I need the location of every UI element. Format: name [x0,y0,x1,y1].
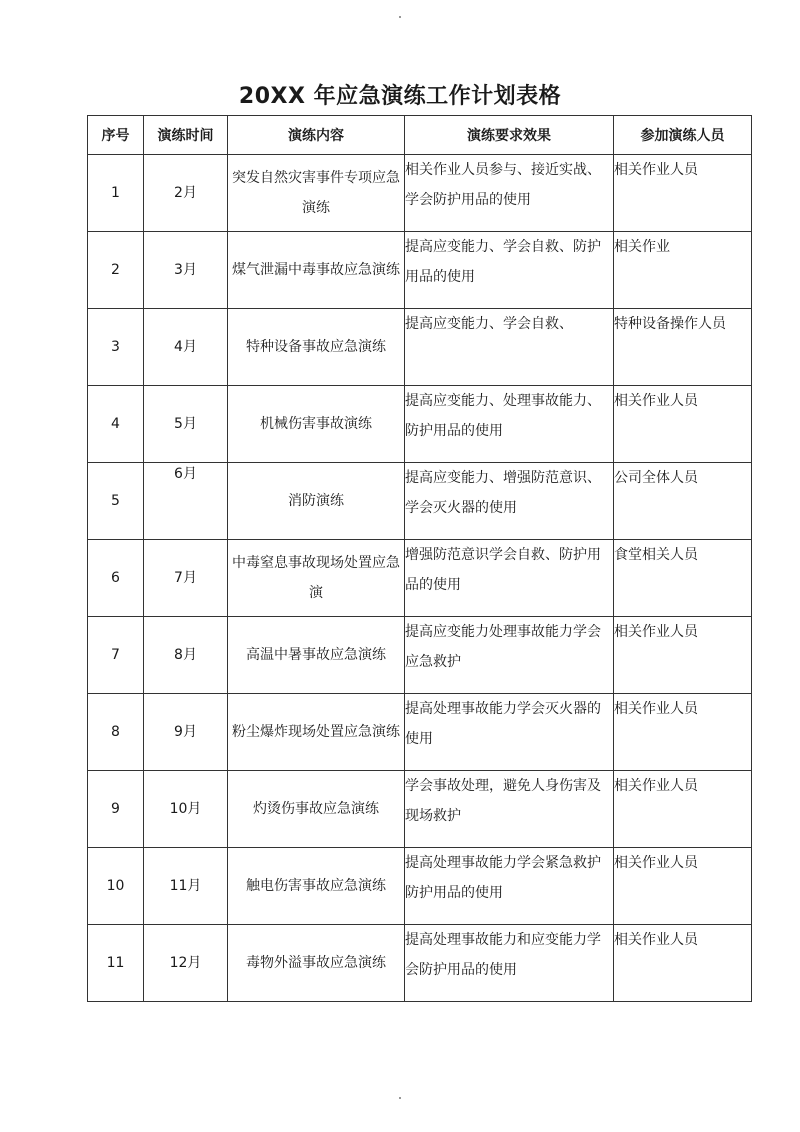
cell-content: 毒物外溢事故应急演练 [228,925,405,1002]
table-row [88,771,752,848]
cell-participants: 相关作业人员 [614,771,752,848]
cell-content: 煤气泄漏中毒事故应急演练 [228,232,405,309]
cell-content: 消防演练 [228,463,405,540]
table-row [88,540,752,617]
cell-requirement: 提高应变能力、学会自救、防护用品的使用 [405,232,614,309]
cell-time: 7月 [144,540,228,617]
header-no: 序号 [88,116,144,155]
cell-content: 机械伤害事故演练 [228,386,405,463]
table-header-row [88,116,752,155]
cell-requirement: 提高应变能力、增强防范意识、学会灭火器的使用 [405,463,614,540]
cell-content: 触电伤害事故应急演练 [228,848,405,925]
cell-participants: 特种设备操作人员 [614,309,752,386]
cell-content: 突发自然灾害事件专项应急演练 [228,155,405,232]
cell-participants: 相关作业人员 [614,694,752,771]
cell-time: 5月 [144,386,228,463]
header-time: 演练时间 [144,116,228,155]
cell-content: 中毒窒息事故现场处置应急演 [228,540,405,617]
cell-no: 4 [88,386,144,463]
cell-requirement: 提高应变能力、学会自救、 [405,309,614,386]
cell-no: 11 [88,925,144,1002]
cell-time: 10月 [144,771,228,848]
cell-participants: 食堂相关人员 [614,540,752,617]
header-requirement: 演练要求效果 [405,116,614,155]
cell-content: 灼烫伤事故应急演练 [228,771,405,848]
cell-content: 高温中暑事故应急演练 [228,617,405,694]
cell-participants: 相关作业人员 [614,155,752,232]
table-row [88,848,752,925]
cell-no: 10 [88,848,144,925]
table-row [88,694,752,771]
cell-participants: 相关作业 [614,232,752,309]
header-participants: 参加演练人员 [614,116,752,155]
cell-no: 7 [88,617,144,694]
page-marker-dot-bottom [399,1097,401,1099]
table-row [88,463,752,540]
cell-content: 特种设备事故应急演练 [228,309,405,386]
cell-participants: 相关作业人员 [614,925,752,1002]
cell-participants: 相关作业人员 [614,617,752,694]
cell-requirement: 提高应变能力、处理事故能力、防护用品的使用 [405,386,614,463]
cell-no: 8 [88,694,144,771]
cell-no: 2 [88,232,144,309]
cell-time: 11月 [144,848,228,925]
header-content: 演练内容 [228,116,405,155]
cell-requirement: 提高处理事故能力学会灭火器的使用 [405,694,614,771]
cell-content: 粉尘爆炸现场处置应急演练 [228,694,405,771]
cell-requirement: 学会事故处理，避免人身伤害及现场救护 [405,771,614,848]
cell-time: 3月 [144,232,228,309]
table-row [88,617,752,694]
cell-requirement: 增强防范意识学会自救、防护用品的使用 [405,540,614,617]
cell-time: 9月 [144,694,228,771]
table-row [88,155,752,232]
cell-time: 2月 [144,155,228,232]
cell-participants: 公司全体人员 [614,463,752,540]
cell-requirement: 提高处理事故能力学会紧急救护防护用品的使用 [405,848,614,925]
cell-no: 1 [88,155,144,232]
cell-time: 6月 [144,463,228,540]
cell-no: 9 [88,771,144,848]
cell-requirement: 提高处理事故能力和应变能力学会防护用品的使用 [405,925,614,1002]
table-row [88,309,752,386]
page-title: 20XX 年应急演练工作计划表格 [238,84,562,109]
cell-time: 12月 [144,925,228,1002]
cell-participants: 相关作业人员 [614,386,752,463]
drill-plan-table [87,115,752,1002]
cell-requirement: 相关作业人员参与、接近实战、学会防护用品的使用 [405,155,614,232]
table-row [88,925,752,1002]
page-marker-dot-top [399,16,401,18]
cell-no: 5 [88,463,144,540]
cell-no: 6 [88,540,144,617]
table-row [88,386,752,463]
cell-time: 4月 [144,309,228,386]
cell-participants: 相关作业人员 [614,848,752,925]
cell-no: 3 [88,309,144,386]
cell-time: 8月 [144,617,228,694]
cell-requirement: 提高应变能力处理事故能力学会应急救护 [405,617,614,694]
table-row [88,232,752,309]
